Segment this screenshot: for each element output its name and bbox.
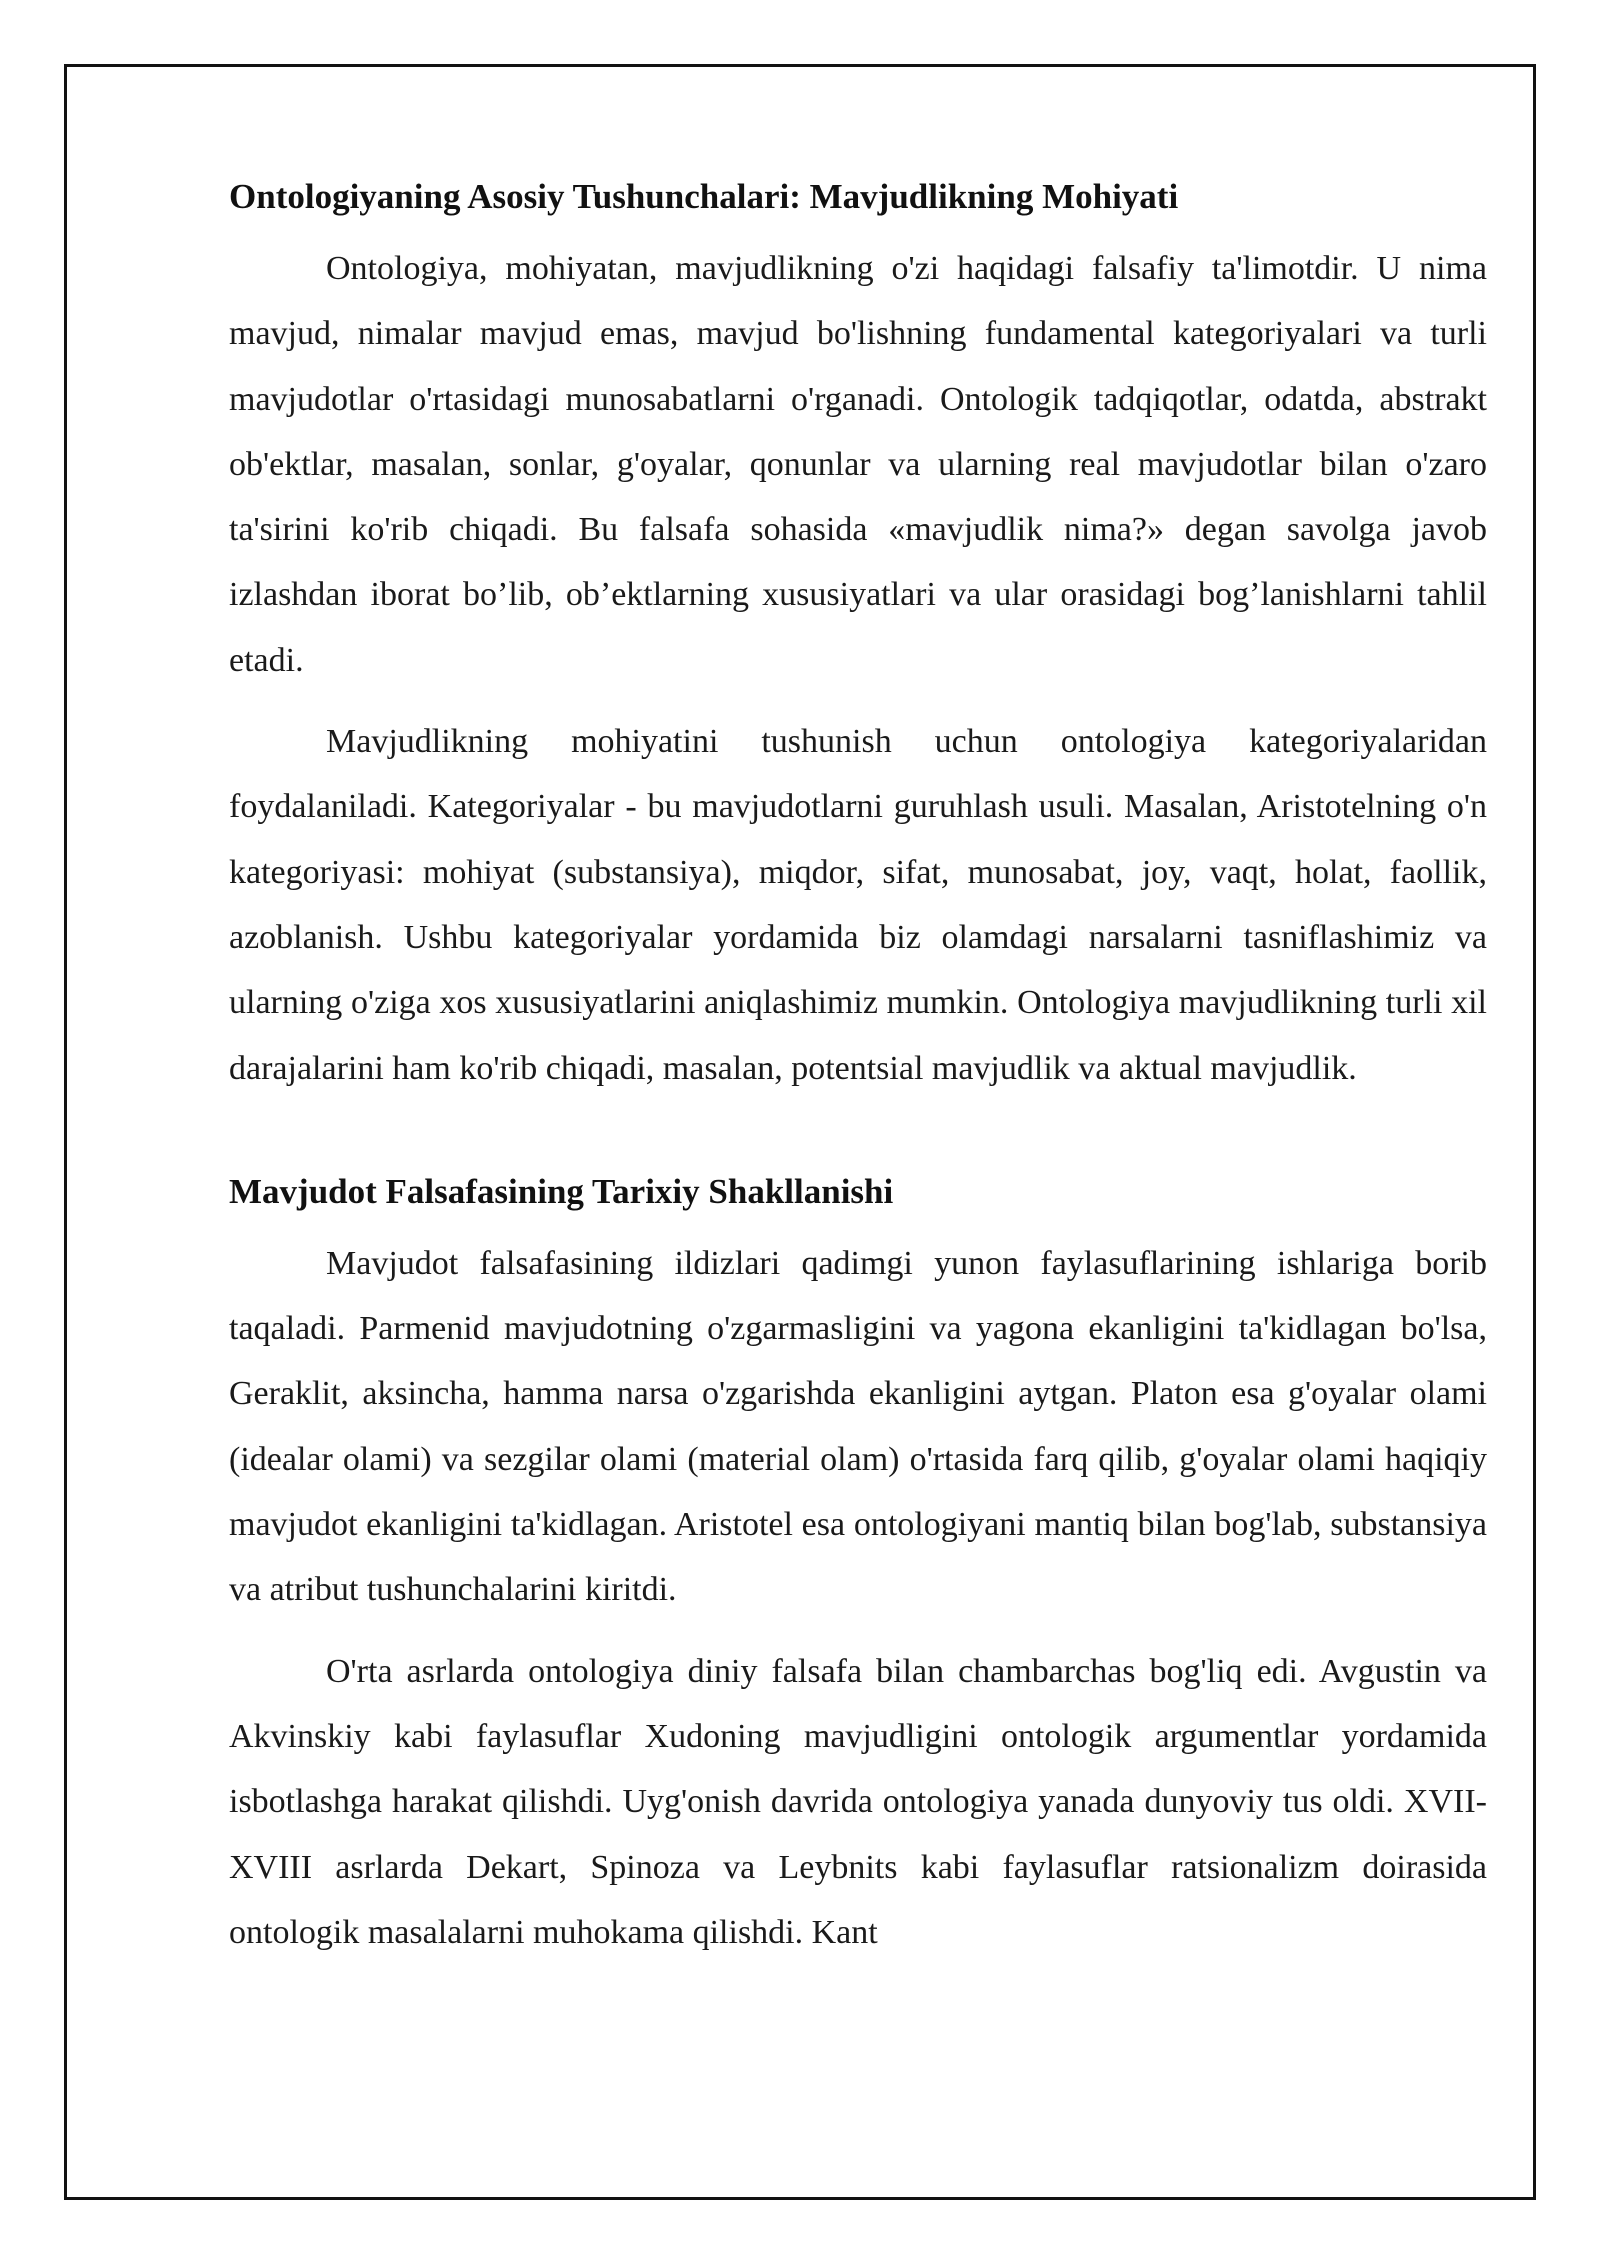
paragraph: Mavjudot falsafasining ildizlari qadimgi yunon faylasuflarining ishlariga borib taqaladi. Parmenid mavjudotning o'zgarmasligini va yagona ekanligini ta'kidlagan bo'lsa, Geraklit, aksincha, hamma narsa o'zgarishda ekanligini aytgan. Platon esa g'oyalar olami (idealar olami) va sezgilar olami (material olam) o'rtasida farq qilib, g'oyalar olami haqiqiy mavjudot ekanligini ta'kidlagan. Aristotel esa ontologiyani mantiq bilan bog'lab, substansiya va atribut tushunchalarini kiritdi. [229,1244,1487,1609]
section-heading: Mavjudot Falsafasining Tarixiy Shakllanishi [229,1171,894,1211]
paragraph: O'rta asrlarda ontologiya diniy falsafa bilan chambarchas bog'liq edi. Avgustin va Akvinskiy kabi faylasuflar Xudoning mavjudligini ontologik argumentlar yordamida isbotlashga harakat qilishdi. Uyg'onish davrida ontologiya yanada dunyoviy tus oldi. XVII-XVIII asrlarda Dekart, Spinoza va Leybnits kabi faylasuflar ratsionalizm doirasida ontologik masalalarni muhokama qilishdi. Kant [229,1652,1487,1951]
section-historical-formation [229,1165,1487,1965]
paragraph: Mavjudlikning mohiyatini tushunish uchun ontologiya kategoriyalaridan foydalaniladi. Kategoriyalar - bu mavjudotlarni guruhlash usuli. Masalan, Aristotelning o'n kategoriyasi: mohiyat (substansiya), miqdor, sifat, munosabat, joy, vaqt, holat, faollik, azoblanish. Ushbu kategoriyalar yordamida biz olamdagi narsalarni tasniflashimiz va ularning o'ziga xos xususiyatlarini aniqlashimiz mumkin. Ontologiya mavjudlikning turli xil darajalarini ham ko'rib chiqadi, masalan, potentsial mavjudlik va aktual mavjudlik. [229,723,1487,1087]
section-heading: Ontologiyaning Asosiy Tushunchalari: Mavjudlikning Mohiyati [229,177,1179,216]
document-body [229,170,1487,1981]
paragraph: Ontologiya, mohiyatan, mavjudlikning o'zi haqidagi falsafiy ta'limotdir. U nima mavjud, nimalar mavjud emas, mavjud bo'lishning fundamental kategoriyalari va turli mavjudotlar o'rtasidagi munosabatlarni o'rganadi. Ontologik tadqiqotlar, odatda, abstrakt ob'ektlar, masalan, sonlar, g'oyalar, qonunlar va ularning real mavjudotlar bilan o'zaro ta'sirini ko'rib chiqadi. Bu falsafa sohasida «mavjudlik nima?» degan savolga javob izlashdan iborat bo’lib, ob’ektlarning xususiyatlari va ular orasidagi bog’lanishlarni tahlil etadi. [229,250,1487,679]
section-ontology-concepts [229,170,1487,1101]
